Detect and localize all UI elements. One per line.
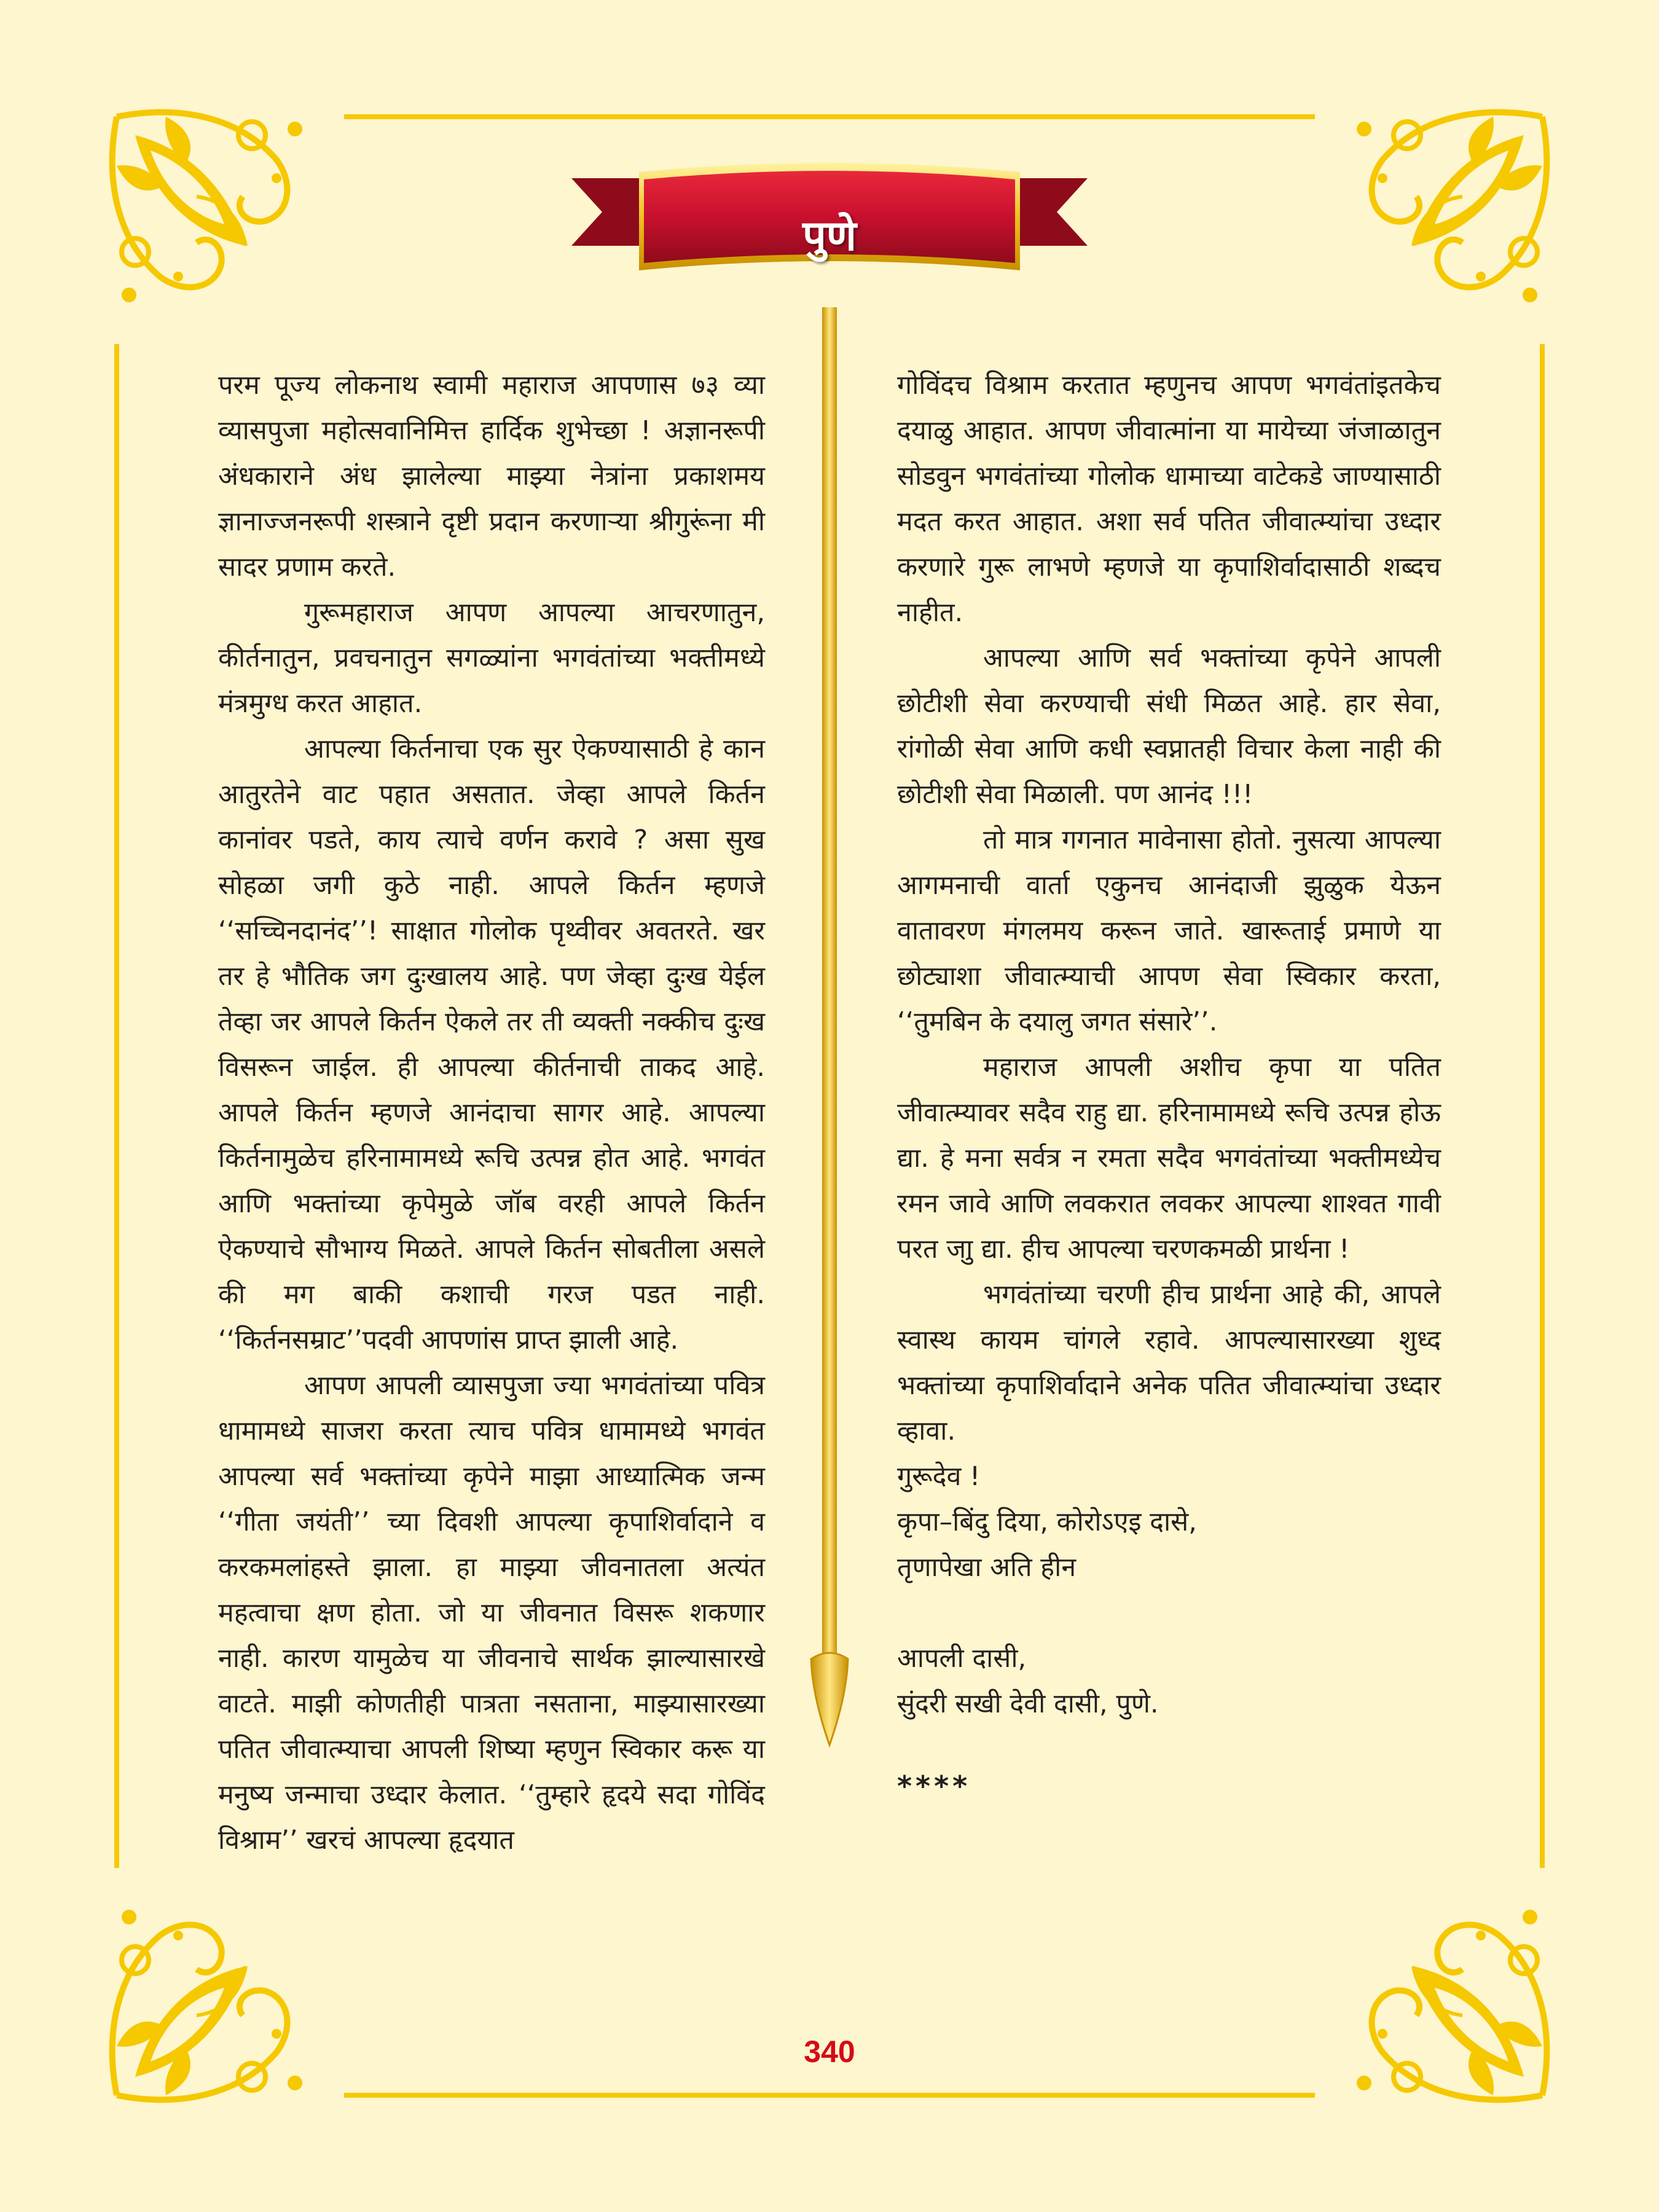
paragraph: आपण आपली व्यासपुजा ज्या भगवंतांच्या पवित्र धामामध्ये साजरा करता त्याच पवित्र धामामध्ये भगवंत आपल्या सर्व भक्तांच्या कृपेने माझा आध्यात्मिक जन्म ‘‘गीता जयंती’’ च्या दिवशी आपल्या कृपाशिर्वादाने व करकमलांहस्ते झाला. हा माझ्या जीवनातला अत्यंत महत्वाचा क्षण होता. जो या जीवनात विसरू शकणार नाही. कारण यामुळेच या जीवनाचे सार्थक झाल्यासारखे वाटते. माझी कोणतीही पात्रता नसताना, माझ्यासारख्या पतित जीवात्म्याचा आपली शिष्या म्हणुन स्विकार करू या मनुष्य जन्माचा उध्दार केलात. ‘‘तुम्हारे हृदये सदा गोविंद विश्राम’’ खरचं आपल्या हृदयात <box>218 1370 765 1856</box>
paragraph: आपल्या किर्तनाचा एक सुर ऐकण्यासाठी हे कान आतुरतेने वाट पहात असतात. जेव्हा आपले किर्तन कानांवर पडते, काय त्याचे वर्णन करावे ? असा सुख सोहळा जगी कुठे नाही. आपले किर्तन म्हणजे ‘‘सच्चिनदानंद’’! साक्षात गोलोक पृथ्वीवर अवतरते. खर तर हे भौतिक जग दुःखालय आहे. पण जेव्हा दुःख येईल तेव्हा जर आपले किर्तन ऐकले तर ती व्यक्ती नक्कीच दुःख विसरून जाईल. ही आपल्या कीर्तनाची ताकद आहे. आपले किर्तन म्हणजे आनंदाचा सागर आहे. आपल्या किर्तनामुळेच हरिनामामध्ये रूचि उत्पन्न होत आहे. भगवंत आणि भक्तांच्या कृपेमुळे जॉब वरही आपले किर्तन ऐकण्याचे सौभाग्य मिळते. आपले किर्तन सोबतीला असले की मग बाकी कशाची गरज पडत नाही. ‘‘किर्तनसम्राट’’पदवी आपणांस प्राप्त झाली आहे. <box>218 734 765 1355</box>
paragraph: गुरूमहाराज आपण आपल्या आचरणातुन, कीर्तनातुन, प्रवचनातुन सगळ्यांना भगवंतांच्या भक्तीमध्ये मंत्रमुग्ध करत आहात. <box>218 597 765 719</box>
paragraph: महाराज आपली अशीच कृपा या पतित जीवात्म्यावर सदैव राहु द्या. हरिनामामध्ये रूचि उत्पन्न होऊ द्या. हे मना सर्वत्र न रमता सदैव भगवंतांच्या भक्तीमध्येच रमन जावे आणि लवकरात लवकर आपल्या शाश्वत गावी परत जाु द्या. हीच आपल्या चरणकमळी प्रार्थना ! <box>897 1052 1441 1265</box>
closing-line: कृपा–बिंदु दिया, कोरोऽएइ दासे, <box>897 1507 1197 1537</box>
closing-line: तृणापेखा अति हीन <box>897 1552 1077 1583</box>
paragraph: परम पूज्य लोकनाथ स्वामी महाराज आपणास ७३ व्या व्यासपुजा महोत्सवानिमित्त हार्दिक शुभेच्छा ! अज्ञानरूपी अंधकाराने अंध झालेल्या माझ्या नेत्रांना प्रकाशमय ज्ञानाज्जनरूपी शस्त्राने दृष्टी प्रदान करणाऱ्या श्रीगुरूंना मी सादर प्रणाम करते. <box>218 370 765 582</box>
paragraph: भगवंतांच्या चरणी हीच प्रार्थना आहे की, आपले स्वास्थ कायम चांगले रहावे. आपल्यासारख्या शुध्द भक्तांच्या कृपाशिर्वादाने अनेक पतित जीवात्म्यांचा उध्दार व्हावा. <box>897 1279 1441 1446</box>
signature-line: सुंदरी सखी देवी दासी, पुणे. <box>897 1688 1159 1719</box>
end-mark: **** <box>897 1770 971 1803</box>
column-divider <box>799 307 860 1751</box>
paragraph: तो मात्र गगनात मावेनासा होतो. नुसत्या आपल्या आगमनाची वार्ता एकुनच आनंदाजी झुळुक येऊन वातावरण मंगलमय करून जाते. खारूताई प्रमाणे या छोट्याशा जीवात्म्याची आपण सेवा स्विकार करता, ‘‘तुमबिन के दयालु जगत संसारे’’. <box>897 825 1441 1037</box>
paragraph: आपल्या आणि सर्व भक्तांच्या कृपेने आपली छोटीशी सेवा करण्याची संधी मिळत आहे. हार सेवा, रांगोळी सेवा आणि कधी स्वप्नातही विचार केला नाही की छोटीशी सेवा मिळाली. पण आनंद !!! <box>897 643 1441 810</box>
closing-line: गुरूदेव ! <box>897 1461 981 1492</box>
page-title: पुणे <box>802 211 857 261</box>
signature-line: आपली दासी, <box>897 1643 1027 1674</box>
right-column <box>897 363 1441 1809</box>
left-column <box>218 363 765 1863</box>
page-number: 340 <box>804 2034 855 2069</box>
paragraph: गोविंदच विश्राम करतात म्हणुनच आपण भगवंतांइतकेच दयाळु आहात. आपण जीवात्मांना या मायेच्या जंजाळातुन सोडवुन भगवंतांच्या गोलोक धामाच्या वाटेकडे जाण्यासाठी मदत करत आहात. अशा सर्व पतित जीवात्म्यांचा उध्दार करणारे गुरू लाभणे म्हणजे या कृपाशिर्वादासाठी शब्दच नाहीत. <box>897 370 1441 628</box>
